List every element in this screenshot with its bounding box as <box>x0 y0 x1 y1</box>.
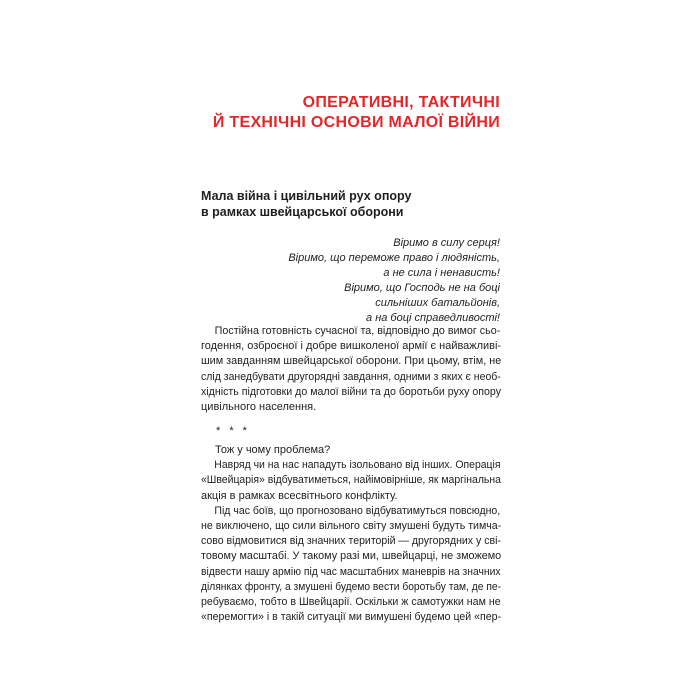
text-line: Постійна готовність сучасної та, відповідно до вимог сьо- <box>214 325 501 337</box>
body-paragraph-2 <box>201 443 501 625</box>
epigraph-line: Віримо, що переможе право і людяність, <box>288 252 500 264</box>
text-line: годення, озброєної і добре вишколеної армії є найважливі- <box>201 340 502 353</box>
text-line: слід занедбувати другорядні завдання, одними з яких є необ- <box>201 370 501 383</box>
epigraph-line: Віримо, що Господь не на боці <box>344 282 500 294</box>
epigraph-line: а на боці справедливості! <box>366 312 500 324</box>
text-line: відвести нашу армію під час масштабних маневрів на значних <box>201 565 501 578</box>
text-line: акція в рамках всесвітнього конфлікту. <box>201 489 398 502</box>
text-line: товому масштабі. У такому разі ми, швейцарці, не зможемо <box>201 550 502 563</box>
text-line: сово відмовитися від значних територій — другорядних у сві- <box>201 535 501 548</box>
epigraph-line: Віримо в силу серця! <box>393 237 500 249</box>
text-line: шим завданням швейцарської оборони. При цьому, втім, не <box>201 355 502 368</box>
text-line: не виключено, що сили вільного світу змушені будуть тимча- <box>201 520 502 533</box>
section-heading-line-2: в рамках швейцарської оборони <box>201 205 404 219</box>
text-line: «перемогти» і в такій ситуації ми вимушені будемо цей «пер- <box>201 611 502 624</box>
text-line: ребуваємо, тобто в Швейцарії. Оскільки ж самотужки нам не <box>201 596 501 609</box>
text-line: хідність підготовки до малої війни та до боротьби руху опору <box>201 385 502 398</box>
epigraph-line: а не сила і ненависть! <box>383 267 500 279</box>
section-heading-line-1: Мала війна і цивільний рух опору <box>201 189 412 203</box>
chapter-title-line-2: Й ТЕХНІЧНІ ОСНОВИ МАЛОЇ ВІЙНИ <box>212 114 500 131</box>
epigraph-line: сильніших батальйонів, <box>375 297 500 309</box>
text-line: ділянках фронту, а змушені будемо вести боротьбу там, де пе- <box>201 580 501 593</box>
body-paragraph-1 <box>201 324 501 415</box>
section-separator: * * * <box>216 425 250 437</box>
text-line: Навряд чи на нас нападуть ізольовано від інших. Операція <box>214 459 501 472</box>
chapter-title <box>140 93 500 133</box>
text-line: «Швейцарія» відбуватиметься, найімовірніше, як маргінальна <box>201 474 501 487</box>
epigraph <box>230 236 500 326</box>
text-line: Під час боїв, що прогнозовано відбуватимуться повсюдно, <box>214 504 501 517</box>
chapter-title-line-1: ОПЕРАТИВНІ, ТАКТИЧНІ <box>302 94 500 111</box>
text-line: Тож у чому проблема? <box>215 444 331 456</box>
text-line: цивільного населення. <box>201 401 317 414</box>
section-heading <box>201 188 521 220</box>
